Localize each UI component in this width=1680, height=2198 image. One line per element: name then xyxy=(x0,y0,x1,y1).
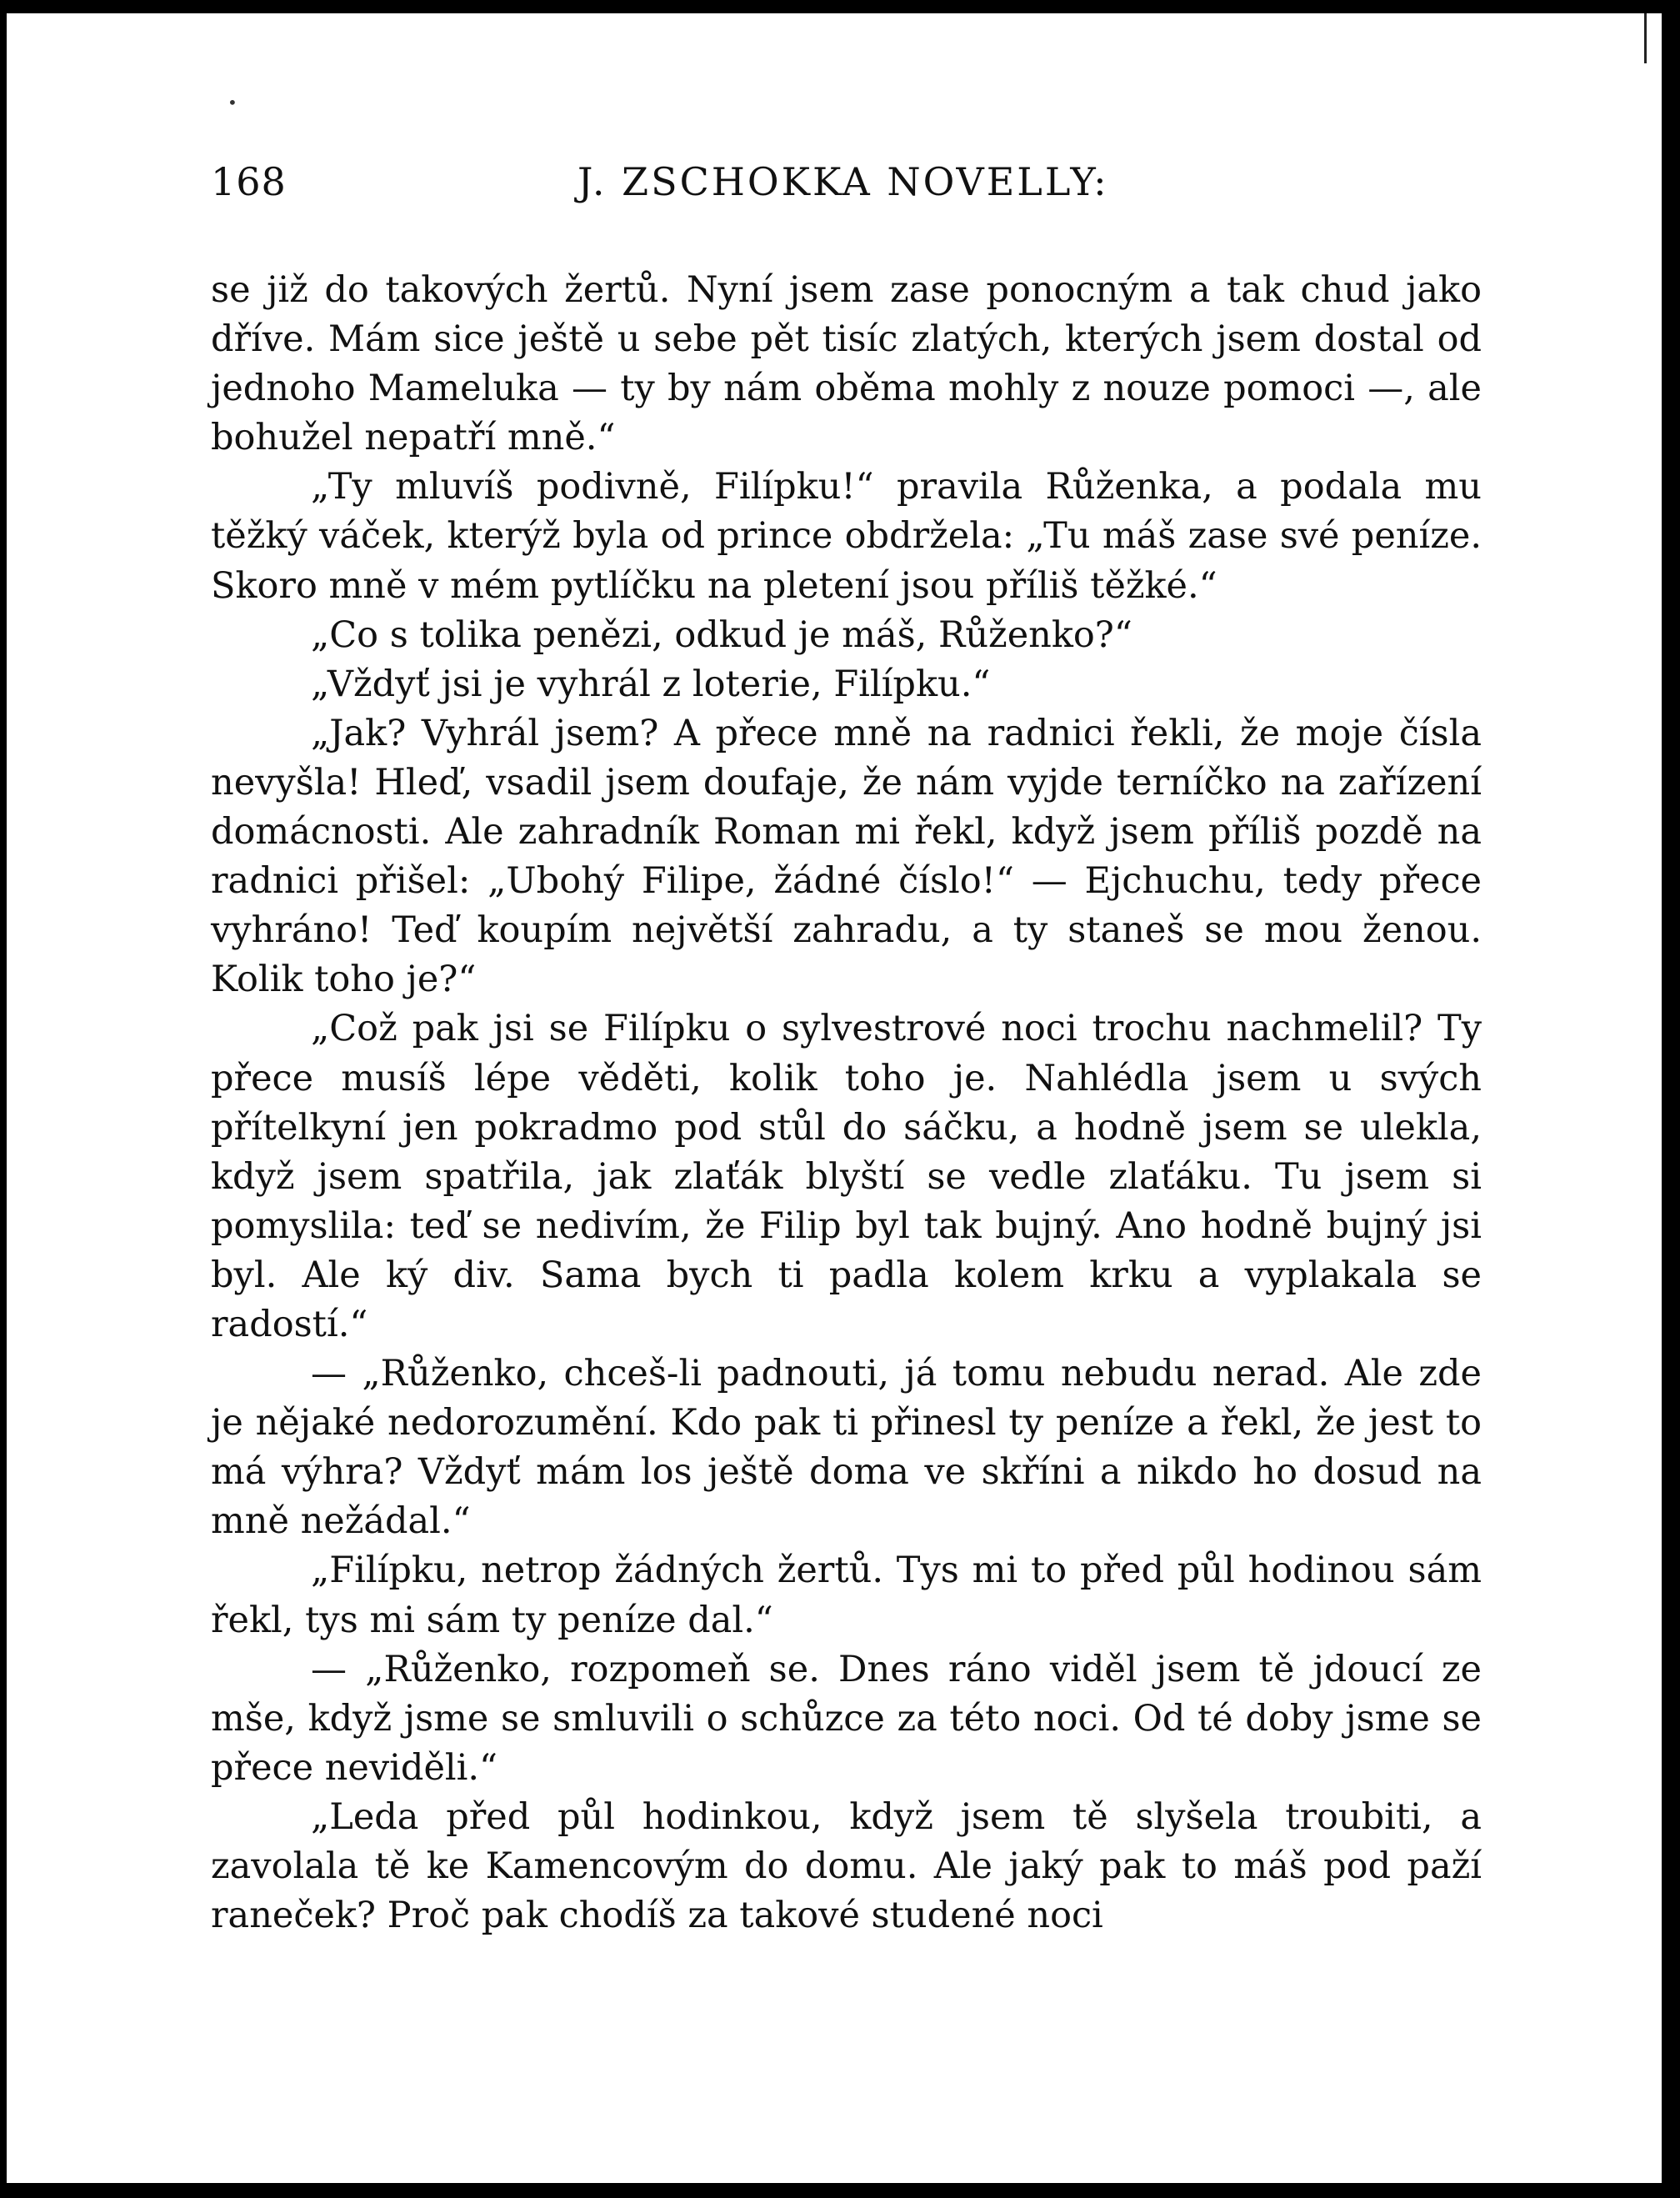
book-page xyxy=(7,13,1662,2183)
paragraph: se již do takových žertů. Nyní jsem zase ponocným a tak chud jako dříve. Mám sice ještě u sebe pět tisíc zlatých, kterých jsem dostal od jednoho Mameluka — ty by nám oběma mohly z nouze pomoci —, ale bohužel nepatří mně.“ xyxy=(211,269,1482,459)
body-text xyxy=(211,266,1482,1940)
paragraph: „Co s tolika penězi, odkud je máš, Růženko?“ xyxy=(311,613,1132,656)
page-edge-mark xyxy=(1644,13,1647,63)
paragraph: „Leda před půl hodinkou, když jsem tě slyšela troubiti, a zavolala tě ke Kamencovým do domu. Ale jaký pak to máš pod paží raneček? Proč pak chodíš za takové studené noci xyxy=(211,1795,1482,1937)
paragraph: „Ty mluvíš podivně, Filípku!“ pravila Růženka, a podala mu těžký váček, kterýž byla od prince obdržela: „Tu máš zase své peníze. Skoro mně v mém pytlíčku na pletení jsou příliš těžké.“ xyxy=(211,466,1482,607)
page-number: 168 xyxy=(211,159,287,204)
paragraph: — „Růženko, rozpomeň se. Dnes ráno viděl jsem tě jdoucí ze mše, když jsme se smluvili o schůzce za této noci. Od té doby jsme se přece neviděli.“ xyxy=(211,1648,1482,1789)
paragraph: — „Růženko, chceš-li padnouti, já tomu nebudu nerad. Ale zde je nějaké nedorozumění. Kdo pak ti přinesl ty peníze a řekl, že jest to má výhra? Vždyť mám los ještě doma ve skříni a nikdo ho dosud na mně nežádal.“ xyxy=(211,1353,1482,1543)
paragraph: „Jak? Vyhrál jsem? A přece mně na radnici řekli, že moje čísla nevyšla! Hleď, vsadil jsem doufaje, že nám vyjde terníčko na zařízení domácnosti. Ale zahradník Roman mi řekl, když jsem příliš pozdě na radnici přišel: „Ubohý Filipe, žádné číslo!“ — Ejchuchu, tedy přece vyhráno! Teď koupím největší zahradu, a ty staneš se mou ženou. Kolik toho je?“ xyxy=(211,712,1482,1001)
ink-speck: • xyxy=(228,93,238,113)
paragraph: „Vždyť jsi je vyhrál z loterie, Filípku.“ xyxy=(311,663,991,705)
paragraph: „Což pak jsi se Filípku o sylvestrové noci trochu nachmelil? Ty přece musíš lépe věděti, kolik toho je. Nahlédla jsem u svých přítelkyní jen pokradmo pod stůl do sáčku, a hodně jsem se ulekla, když jsem spatřila, jak zlaťák blyští se vedle zlaťáku. Tu jsem si pomyslila: teď se nedivím, že Filip byl tak bujný. Ano hodně bujný jsi byl. Ale ký div. Sama bych ti padla kolem krku a vyplakala se radostí.“ xyxy=(211,1008,1482,1345)
paragraph: „Filípku, netrop žádných žertů. Tys mi to před půl hodinou sám řekl, tys mi sám ty peníze dal.“ xyxy=(211,1550,1482,1641)
page-header xyxy=(211,159,1490,218)
running-title: J. ZSCHOKKA NOVELLY: xyxy=(578,159,1109,204)
